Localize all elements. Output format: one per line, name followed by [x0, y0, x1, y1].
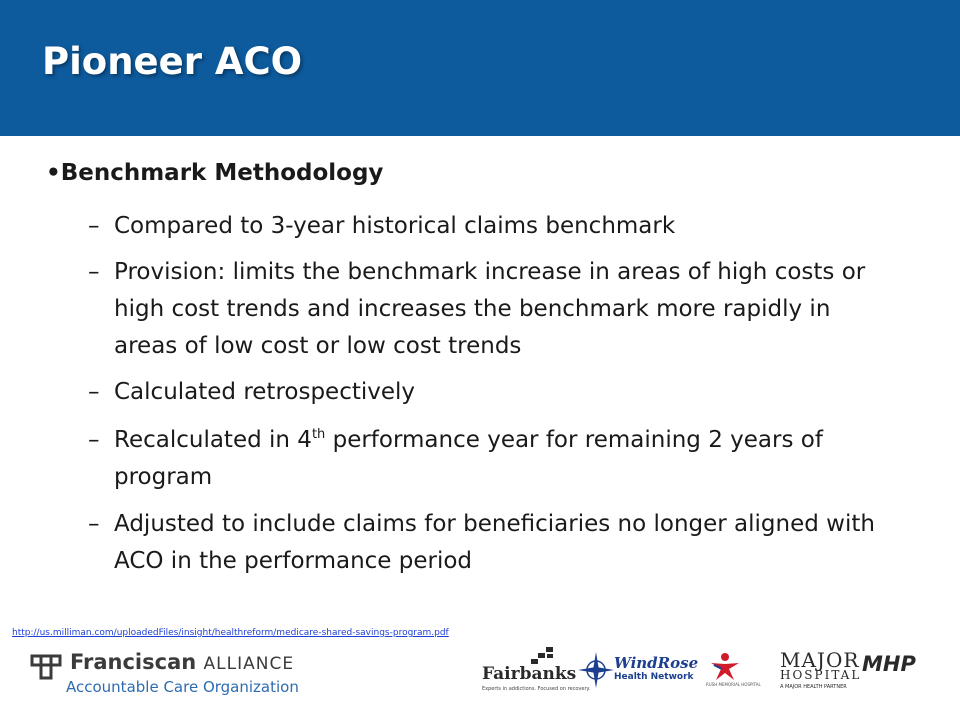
subpoint-text	[88, 422, 888, 496]
fairbanks-tagline: Experts in addictions. Focused on recovery.	[482, 686, 591, 692]
subpoint-text: Adjusted to include claims for beneficiaries no longer aligned with ACO in the performance period	[114, 511, 875, 574]
compass-rose-icon	[578, 652, 614, 688]
subpoint-text: Compared to 3-year historical claims benchmark	[114, 213, 676, 239]
mhp-name: MHP	[862, 652, 916, 676]
major-line1: MAJOR	[780, 648, 860, 672]
major-line2: HOSPITAL	[780, 668, 862, 682]
mhp-logo	[862, 652, 922, 682]
alliance-word: ALLIANCE	[203, 654, 295, 674]
rush-memorial-logo	[706, 652, 761, 692]
slide-title: Pioneer ACO	[42, 40, 303, 83]
windrose-subtitle: Health Network	[614, 672, 694, 682]
rush-name: RUSH MEMORIAL HOSPITAL	[706, 682, 761, 687]
subpoint-text-post: performance year for remaining 2 years of program	[114, 427, 823, 490]
subpoint-3	[88, 374, 888, 411]
dash-marker: –	[88, 213, 100, 239]
dash-marker: –	[88, 427, 100, 453]
subpoint-text: Calculated retrospectively	[114, 379, 416, 405]
franciscan-name	[70, 650, 294, 674]
major-line3: A MAJOR HEALTH PARTNER	[780, 684, 847, 690]
star-person-icon	[708, 652, 742, 682]
dash-marker: –	[88, 379, 100, 405]
major-hospital-logo	[780, 648, 870, 692]
windrose-logo	[578, 650, 699, 690]
franciscan-subtitle: Accountable Care Organization	[66, 678, 299, 696]
subpoint-1	[88, 208, 888, 245]
fairbanks-logo	[482, 646, 591, 696]
franciscan-word: Franciscan	[70, 650, 197, 674]
dash-marker: –	[88, 511, 100, 537]
main-bullet-text: Benchmark Methodology	[60, 160, 384, 186]
source-link[interactable]: http://us.milliman.com/uploadedFiles/insight/healthreform/medicare-shared-savings-program.pdf	[12, 628, 449, 638]
subpoint-2	[88, 254, 888, 365]
title-bar	[0, 0, 960, 136]
subpoint-5	[88, 506, 888, 580]
fairbanks-name: Fairbanks	[482, 664, 577, 684]
franciscan-cross-icon	[30, 652, 62, 680]
subpoint-4	[88, 422, 888, 496]
subpoint-text: Provision: limits the benchmark increase in areas of high costs or high cost trends and increases the benchmark more rapidly in areas of low cost or low cost trends	[114, 259, 866, 359]
subpoint-text-pre: Recalculated in 4	[114, 427, 312, 453]
main-bullet: •Benchmark Methodology	[46, 160, 384, 186]
franciscan-alliance-logo	[30, 650, 299, 700]
dash-marker: –	[88, 259, 100, 285]
windrose-name: WindRose	[614, 654, 699, 672]
ordinal-suffix: th	[311, 427, 326, 442]
